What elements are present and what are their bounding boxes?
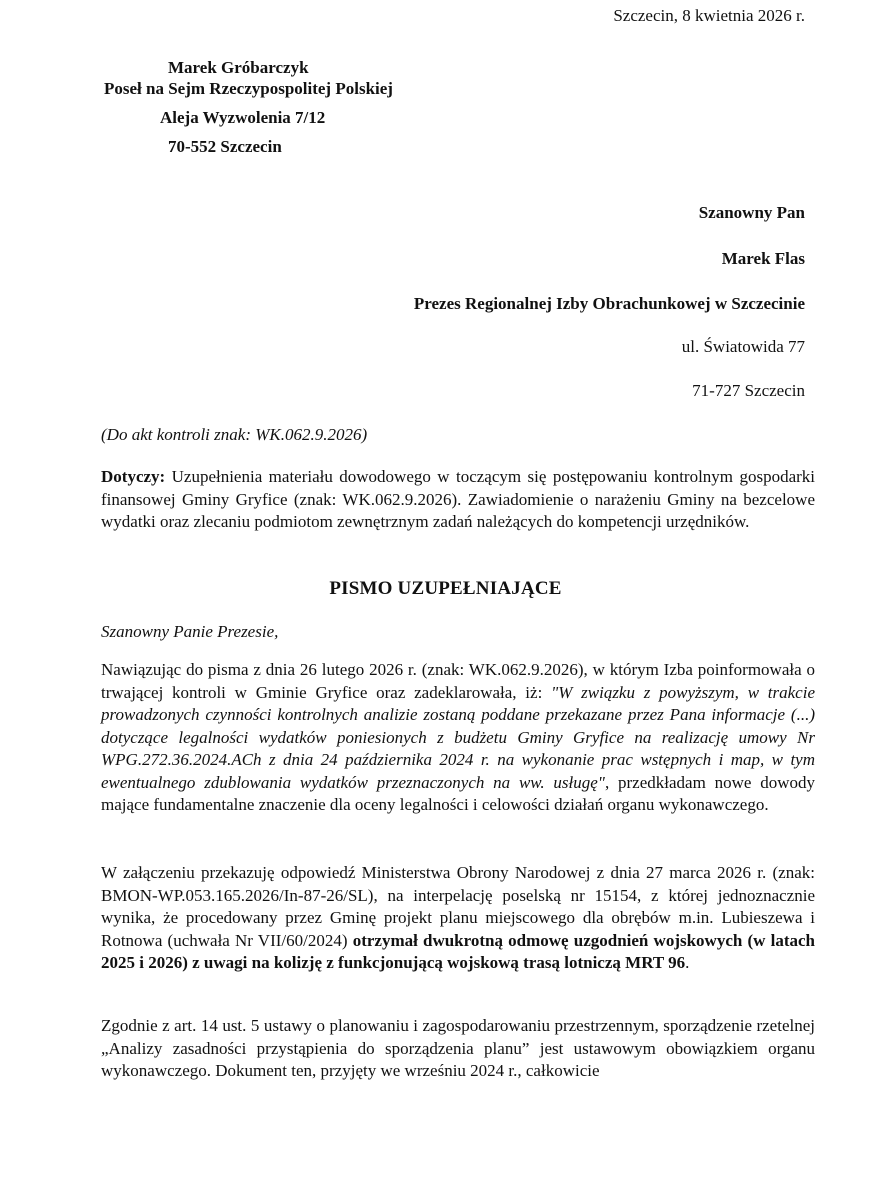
paragraph-1-quote: "W związku z powyższym, w trakcie prowadzonych czynności kontrolnych analizie zostaną poddane przekazane przez Pana informacje (...) dotyczące legalności wydatków poniesionych z budżetu Gminy Gryfice na realizację umowy Nr WPG.272.36.2024.ACh z dnia 24 października 2024 r. na wykonanie prac wstępnych i map, w tym ewentualnego zdublowania wydatków przeznaczonych na ww. usługę" xyxy=(101,682,815,792)
paragraph-1 xyxy=(101,659,815,817)
letter-date: Szczecin, 8 kwietnia 2026 r. xyxy=(613,6,805,25)
paragraph-1-outro: , przedkładam nowe dowody mające fundamentalne znaczenie dla oceny legalności i celowości działań organu wykonawczego. xyxy=(101,772,815,814)
case-reference: (Do akt kontroli znak: WK.062.9.2026) xyxy=(101,425,368,444)
paragraph-2-bold: otrzymał dwukrotną odmowę uzgodnień wojskowych (w latach 2025 i 2026) z uwagi na kolizję z funkcjonującą wojskową trasą lotniczą MRT 96 xyxy=(101,930,815,972)
recipient-name: Marek Flas xyxy=(721,249,805,268)
sender-street: Aleja Wyzwolenia 7/12 xyxy=(160,108,326,127)
sender-city: 70-552 Szczecin xyxy=(168,137,282,156)
recipient-street: ul. Światowida 77 xyxy=(681,337,805,356)
greeting: Szanowny Panie Prezesie, xyxy=(101,622,279,641)
paragraph-2-outro: . xyxy=(685,953,690,972)
paragraph-1-intro: Nawiązując do pisma z dnia 26 lutego 2026 r. (znak: WK.062.9.2026), w którym Izba poinformowała o trwającej kontroli w Gminie Gryfice oraz zadeklarowała, iż: xyxy=(101,660,815,702)
subject-label: Dotyczy: xyxy=(101,467,166,486)
subject-paragraph xyxy=(101,466,815,534)
paragraph-2 xyxy=(101,862,815,975)
paragraph-3 xyxy=(101,1015,815,1083)
sender-name: Marek Gróbarczyk xyxy=(168,58,309,77)
recipient-salutation: Szanowny Pan xyxy=(698,203,805,222)
recipient-city: 71-727 Szczecin xyxy=(692,381,805,400)
recipient-position: Prezes Regionalnej Izby Obrachunkowej w Szczecinie xyxy=(413,294,805,313)
subject-text: Uzupełnienia materiału dowodowego w toczącym się postępowaniu kontrolnym gospodarki finansowej Gminy Gryfice (znak: WK.062.9.2026). Zawiadomienie o narażeniu Gminy na bezcelowe wydatki oraz zlecaniu podmiotom zewnętrznym zadań należących do kompetencji urzędników. xyxy=(101,467,815,531)
document-title: PISMO UZUPEŁNIAJĄCE xyxy=(329,578,562,599)
paragraph-2-intro: W załączeniu przekazuję odpowiedź Ministerstwa Obrony Narodowej z dnia 27 marca 2026 r. (znak: BMON-WP.053.165.2026/In-87-26/SL), na interpelację poselską nr 15154, z której jednoznacznie wynika, że procedowany przez Gminę projekt planu miejscowego dla obrębów m.in. Lubieszewa i Rotnowa (uchwała Nr VII/60/2024) xyxy=(101,863,815,950)
paragraph-3-text: Zgodnie z art. 14 ust. 5 ustawy o planowaniu i zagospodarowaniu przestrzennym, sporządzenie rzetelnej „Analizy zasadności przystąpienia do sporządzenia planu” jest ustawowym obowiązkiem organu wykonawczego. Dokument ten, przyjęty we wrześniu 2024 r., całkowicie xyxy=(101,1016,815,1080)
sender-title: Poseł na Sejm Rzeczypospolitej Polskiej xyxy=(104,79,393,98)
